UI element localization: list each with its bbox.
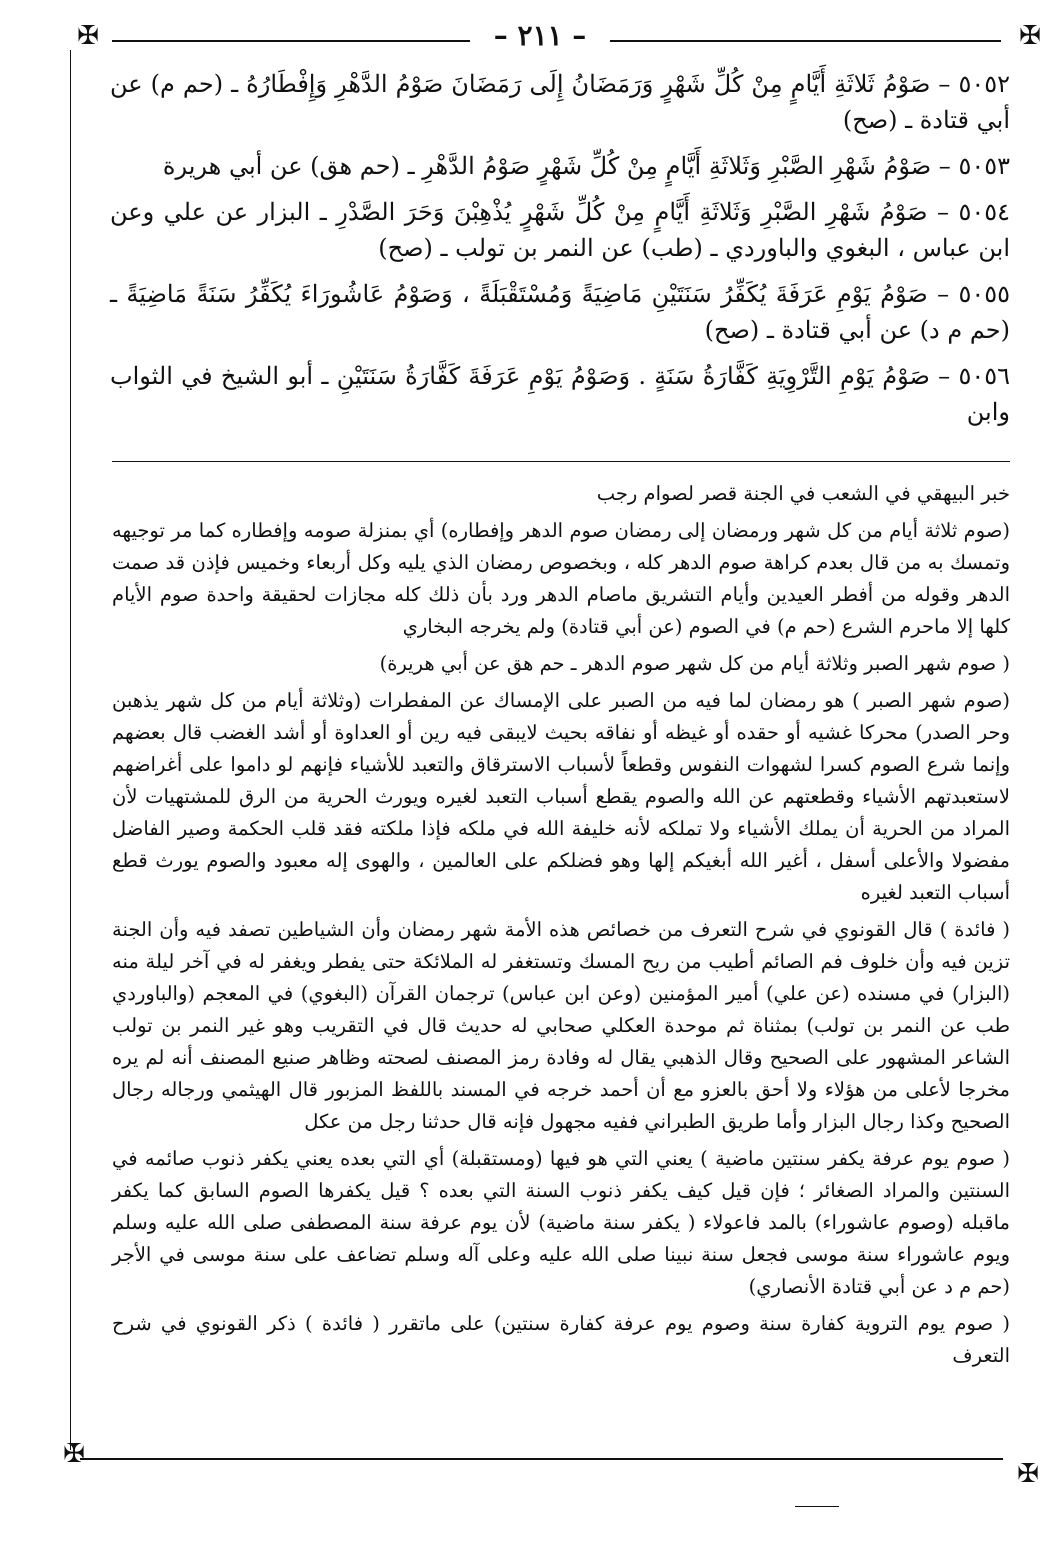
left-margin-rule: [70, 50, 71, 1450]
hadith-entry: ٥٠٥٤ – صَوْمُ شَهْرِ الصَّبْرِ وَثَلاثَةِ أَيَّامٍ مِنْ كُلِّ شَهْرٍ يُذْهِبْنَ وَحَرَ الصَّدْرِ ـ البزار عن علي وعن ابن عباس ، البغوي والباوردي ـ (طب) عن النمر بن تولب ـ (صح): [110, 198, 1010, 262]
commentary-paragraph: ( صوم يوم التروية كفارة سنة وصوم يوم عرفة كفارة سنتين) على ماتقرر ( فائدة ) ذكر القونوي في شرح التعرف: [112, 1312, 1010, 1367]
hadith-entry: ٥٠٥٥ – صَوْمُ يَوْمِ عَرَفَةَ يُكَفِّرُ سَنَتَيْنِ مَاضِيَةً وَمُسْتَقْبَلَةً ، وَصَوْمُ عَاشُورَاءَ يُكَفِّرُ سَنَةً مَاضِيَةً ـ (حم م د) عن أبي قتادة ـ (صح): [110, 280, 1010, 344]
commentary-paragraph: ( صوم شهر الصبر وثلاثة أيام من كل شهر صوم الدهر ـ حم هق عن أبي هريرة): [379, 652, 1010, 675]
hadith-entry: ٥٠٥٢ – صَوْمُ ثَلاثَةِ أَيَّامٍ مِنْ كُلِّ شَهْرٍ وَرَمَضَانُ إِلَى رَمَضَانَ صَوْمُ الدَّهْرِ وَإِفْطَارُهُ ـ (حم م) عن أبي قتادة ـ (صح): [110, 70, 1010, 134]
ornament-cross-icon: ✠: [1017, 1459, 1039, 1489]
hadith-entry: ٥٠٥٣ – صَوْمُ شَهْرِ الصَّبْرِ وَثَلاثَةِ أَيَّامٍ مِنْ كُلِّ شَهْرٍ صَوْمُ الدَّهْرِ ـ (حم هق) عن أبي هريرة: [162, 152, 1010, 180]
footer-rule: [80, 1458, 1003, 1460]
commentary-paragraph: (صوم ثلاثة أيام من كل شهر ورمضان إلى رمضان صوم الدهر وإفطاره) أي بمنزلة صومه وإفطاره كما مر توجيهه وتمسك به من قال بعدم كراهة صوم الدهر كله ، وبخصوص رمضان الذي يليه وكل أربعاء وخميس فإذن قد صمت الدهر وقوله من أفطر العيدين وأيام التشريق ماصام الدهر ورد بأن ذلك كله مجازات لحقيقة واحدة صوم الأيام كلها إلا ماحرم الشرع (حم م) في الصوم (عن أبي قتادة) ولم يخرجه البخاري: [112, 519, 1010, 638]
volume-mark: [795, 1506, 839, 1507]
commentary-paragraph: خبر البيهقي في الشعب في الجنة قصر لصوام رجب: [596, 482, 1010, 505]
commentary-section: [112, 478, 1010, 1377]
commentary-paragraph: (صوم شهر الصبر ) هو رمضان لما فيه من الصبر على الإمساك عن المفطرات (وثلاثة أيام من كل شهر يذهبن وحر الصدر) محركا غشيه أو حقده أو غيظه أو نفاقه بحيث لايبقى فيه رين أو العداوة أو أشد الغضب قال بعضهم وإنما شرع الصوم كسرا لشهوات النفوس وقطعاً لأسباب الاسترقاق والتعبد للأشياء فإنهم لو داموا على أغراضهم لاستعبدتهم الأشياء وقطعتهم عن الله والصوم يقطع أسباب التعبد لغيره ويورث الحرية من الرق للمشتهيات لأن المراد من الحرية أن يملك الأشياء ولا تملكه لأنه خليفة الله في ملكه فإذا ملكته فقد قلب الحكمة وصير الفاضل مفضولا والأعلى أسفل ، أغير الله أبغيكم إلها وهو فضلكم على العالمين ، والهوى إله معبود والصوم يورث قطع أسباب التعبد لغيره: [112, 689, 1010, 904]
page-header: [0, 10, 1043, 52]
hadith-list: [110, 66, 1010, 440]
ornament-cross-icon: ✠: [1019, 21, 1041, 51]
section-divider: [112, 461, 1010, 462]
page-number: – ٢١١ –: [470, 18, 610, 54]
ornament-cross-icon: ✠: [77, 21, 99, 51]
ornament-cross-icon: ✠: [63, 1439, 85, 1469]
commentary-paragraph: ( فائدة ) قال القونوي في شرح التعرف من خصائص هذه الأمة شهر رمضان وأن الشياطين تصفد فيه وأن الجنة تزين فيه وأن خلوف فم الصائم أطيب من ريح المسك وتستغفر له الملائكة حتى يفطر ويغفر له في آخر ليلة منه (البزار) في مسنده (عن علي) أمير المؤمنين (وعن ابن عباس) ترجمان القرآن (البغوي) في المعجم (والباوردي طب عن النمر بن تولب) بمثناة ثم موحدة العكلي صحابي له حديث قال في التقريب وهو غير النمر بن تولب الشاعر المشهور على الصحيح وقال الذهبي يقال له وفادة رمز المصنف لصحته وظاهر صنيع المصنف أنه لم يره مخرجا لأعلى من هؤلاء ولا أحق بالعزو مع أن أحمد خرجه في المسند باللفظ المزبور قال الهيثمي ورجاله رجال الصحيح وكذا رجال البزار وأما طريق الطبراني ففيه مجهول فإنه قال حدثنا رجل من عكل: [112, 918, 1010, 1133]
commentary-paragraph: ( صوم يوم عرفة يكفر سنتين ماضية ) يعني التي هو فيها (ومستقبلة) أي التي بعده يعني يكفر ذنوب صائمه في السنتين والمراد الصغائر ؛ فإن قيل كيف يكفر ذنوب السنة التي بعده ؟ قيل يكفرها الصوم السابق كما يكفر ماقبله (وصوم عاشوراء) بالمد فاعولاء ( يكفر سنة ماضية) لأن يوم عرفة سنة المصطفى صلى الله عليه وسلم ويوم عاشوراء سنة موسى فجعل سنة نبينا صلى الله عليه وعلى آله وسلم تضاعف على سنة موسى في الأجر (حم م د عن أبي قتادة الأنصاري): [112, 1147, 1010, 1298]
hadith-entry: ٥٠٥٦ – صَوْمُ يَوْمِ التَّرْوِيَةِ كَفَّارَةُ سَنَةٍ . وَصَوْمُ يَوْمِ عَرَفَةَ كَفَّارَةُ سَنَتَيْنِ ـ أبو الشيخ في الثواب وابن: [110, 362, 1010, 426]
